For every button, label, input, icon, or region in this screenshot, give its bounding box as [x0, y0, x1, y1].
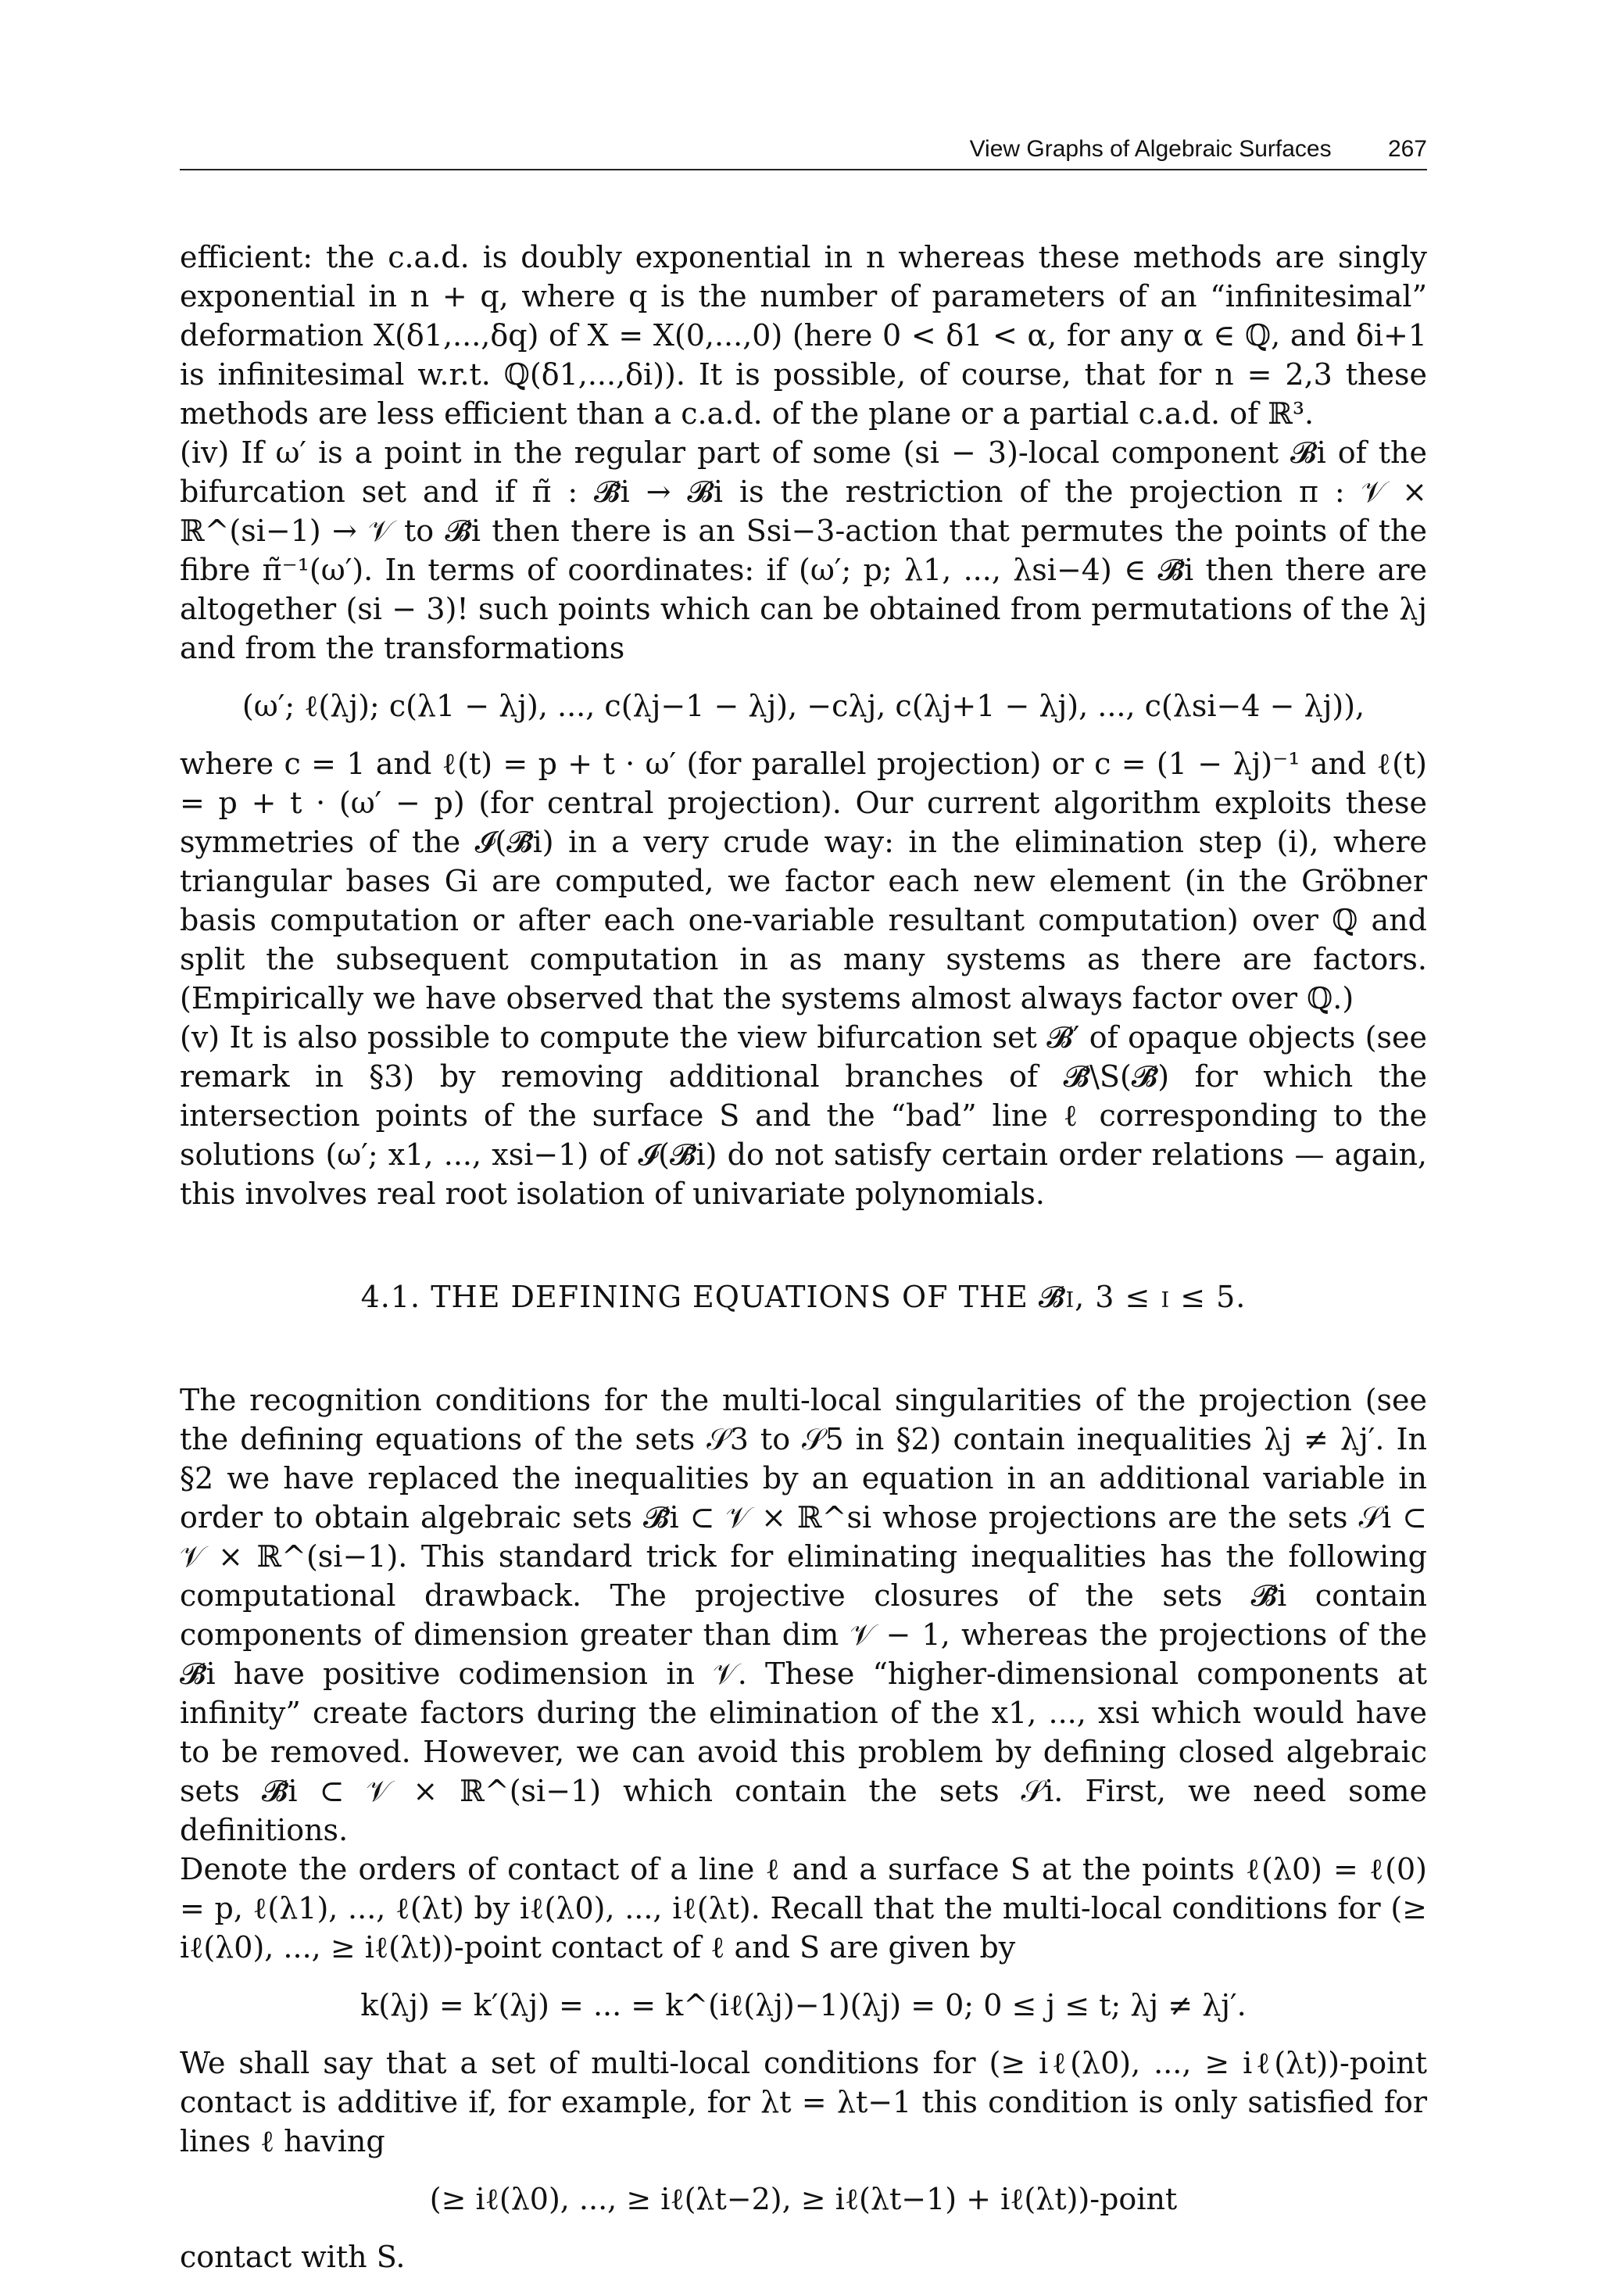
equation-point-contact: (≥ iℓ(λ0), ..., ≥ iℓ(λt−2), ≥ iℓ(λt−1) + iℓ(λt))-point: [429, 2182, 1178, 2216]
paragraph-iv: (iv) If ω′ is a point in the regular part of some (si − 3)-local component 𝓑i of the bifurcation set and if π̃ : 𝓑̃i → 𝓑i is the restriction of the projection π : 𝒱 × ℝ^(si−1) → 𝒱 to 𝓑̃i then there is an Ssi−3-action that permutes the points of the fibre π̃⁻¹(ω′). In terms of coordinates: if (ω′; p; λ1, ..., λsi−4) ∈ 𝓑̃i then there are altogether (si − 3)! such points which can be obtained from permutations of the λj and from the transformations: [180, 435, 1427, 665]
paragraph-efficient: efficient: the c.a.d. is doubly exponential in n whereas these methods are singly exponential in n + q, where q is the number of parameters of an “infinitesimal” deformation X(δ1,...,δq) of X = X(0,...,0) (here 0 < δ1 < α, for any α ∈ ℚ, and δi+1 is infinitesimal w.r.t. ℚ(δ1,...,δi)). It is possible, of course, that for n = 2,3 these methods are less efficient than a c.a.d. of the plane or a partial c.a.d. of ℝ³.: [180, 240, 1427, 431]
page-number: 267: [1387, 136, 1427, 162]
paragraph-denote-orders: Denote the orders of contact of a line ℓ and a surface S at the points ℓ(λ0) = ℓ(0) = p, ℓ(λ1), ..., ℓ(λt) by iℓ(λ0), ..., iℓ(λt). Recall that the multi-local conditions for (≥ iℓ(λ0), ..., ≥ iℓ(λt))-point contact of ℓ and S are given by: [180, 1852, 1427, 1965]
paragraph-additive-definition: We shall say that a set of multi-local conditions for (≥ iℓ(λ0), ..., ≥ iℓ(λt))-point contact is additive if, for example, for λt = λt−1 this condition is only satisfied for lines ℓ having: [180, 2046, 1427, 2158]
paragraph-v: (v) It is also possible to compute the view bifurcation set 𝓑′ of opaque objects (see remark in §3) by removing additional branches of 𝓑̃\S(𝓑̃) for which the intersection points of the surface S and the “bad” line ℓ corresponding to the solutions (ω′; x1, ..., xsi−1) of 𝓘(𝓑̃i) do not satisfy certain order relations — again, this involves real root isolation of univariate polynomials.: [180, 1020, 1427, 1211]
paragraph-where-c: where c = 1 and ℓ(t) = p + t · ω′ (for parallel projection) or c = (1 − λj)⁻¹ and ℓ(t) = p + t · (ω′ − p) (for central projection). Our current algorithm exploits these symmetries of the 𝓘(𝓑̃i) in a very crude way: in the elimination step (i), where triangular bases Gi are computed, we factor each new element (in the Gröbner basis computation or after each one-variable resultant computation) over ℚ and split the subsequent computation in as many systems as there are factors. (Empirically we have observed that the systems almost always factor over ℚ.): [180, 747, 1427, 1015]
running-title: View Graphs of Algebraic Surfaces: [969, 136, 1332, 162]
paragraph-contact-with-s: contact with S.: [180, 2240, 406, 2274]
section-heading: 4.1. THE DEFINING EQUATIONS OF THE 𝓑̃i, 3 ≤ i ≤ 5.: [360, 1280, 1247, 1314]
equation-transformations: (ω′; ℓ(λj); c(λ1 − λj), ..., c(λj−1 − λj), −cλj, c(λj+1 − λj), ..., c(λsi−4 − λj)),: [241, 689, 1365, 723]
running-head: [180, 133, 1427, 170]
equation-contact-conditions: k(λj) = k′(λj) = ... = k^(iℓ(λj)−1)(λj) = 0; 0 ≤ j ≤ t; λj ≠ λj′.: [360, 1988, 1247, 2022]
paragraph-recognition-conditions: The recognition conditions for the multi-local singularities of the projection (see the defining equations of the sets 𝒮3 to 𝒮5 in §2) contain inequalities λj ≠ λj′. In §2 we have replaced the inequalities by an equation in an additional variable in order to obtain algebraic sets 𝓑̃i ⊂ 𝒱 × ℝ^si whose projections are the sets 𝒮i ⊂ 𝒱 × ℝ^(si−1). This standard trick for eliminating inequalities has the following computational drawback. The projective closures of the sets 𝓑̃i contain components of dimension greater than dim 𝒱 − 1, whereas the projections of the 𝓑̃i have positive codimension in 𝒱. These “higher-dimensional components at infinity” create factors during the elimination of the x1, ..., xsi which would have to be removed. However, we can avoid this problem by defining closed algebraic sets 𝓑̃i ⊂ 𝒱 × ℝ^(si−1) which contain the sets 𝒮i. First, we need some definitions.: [180, 1383, 1427, 1847]
main-content: [180, 238, 1427, 2276]
